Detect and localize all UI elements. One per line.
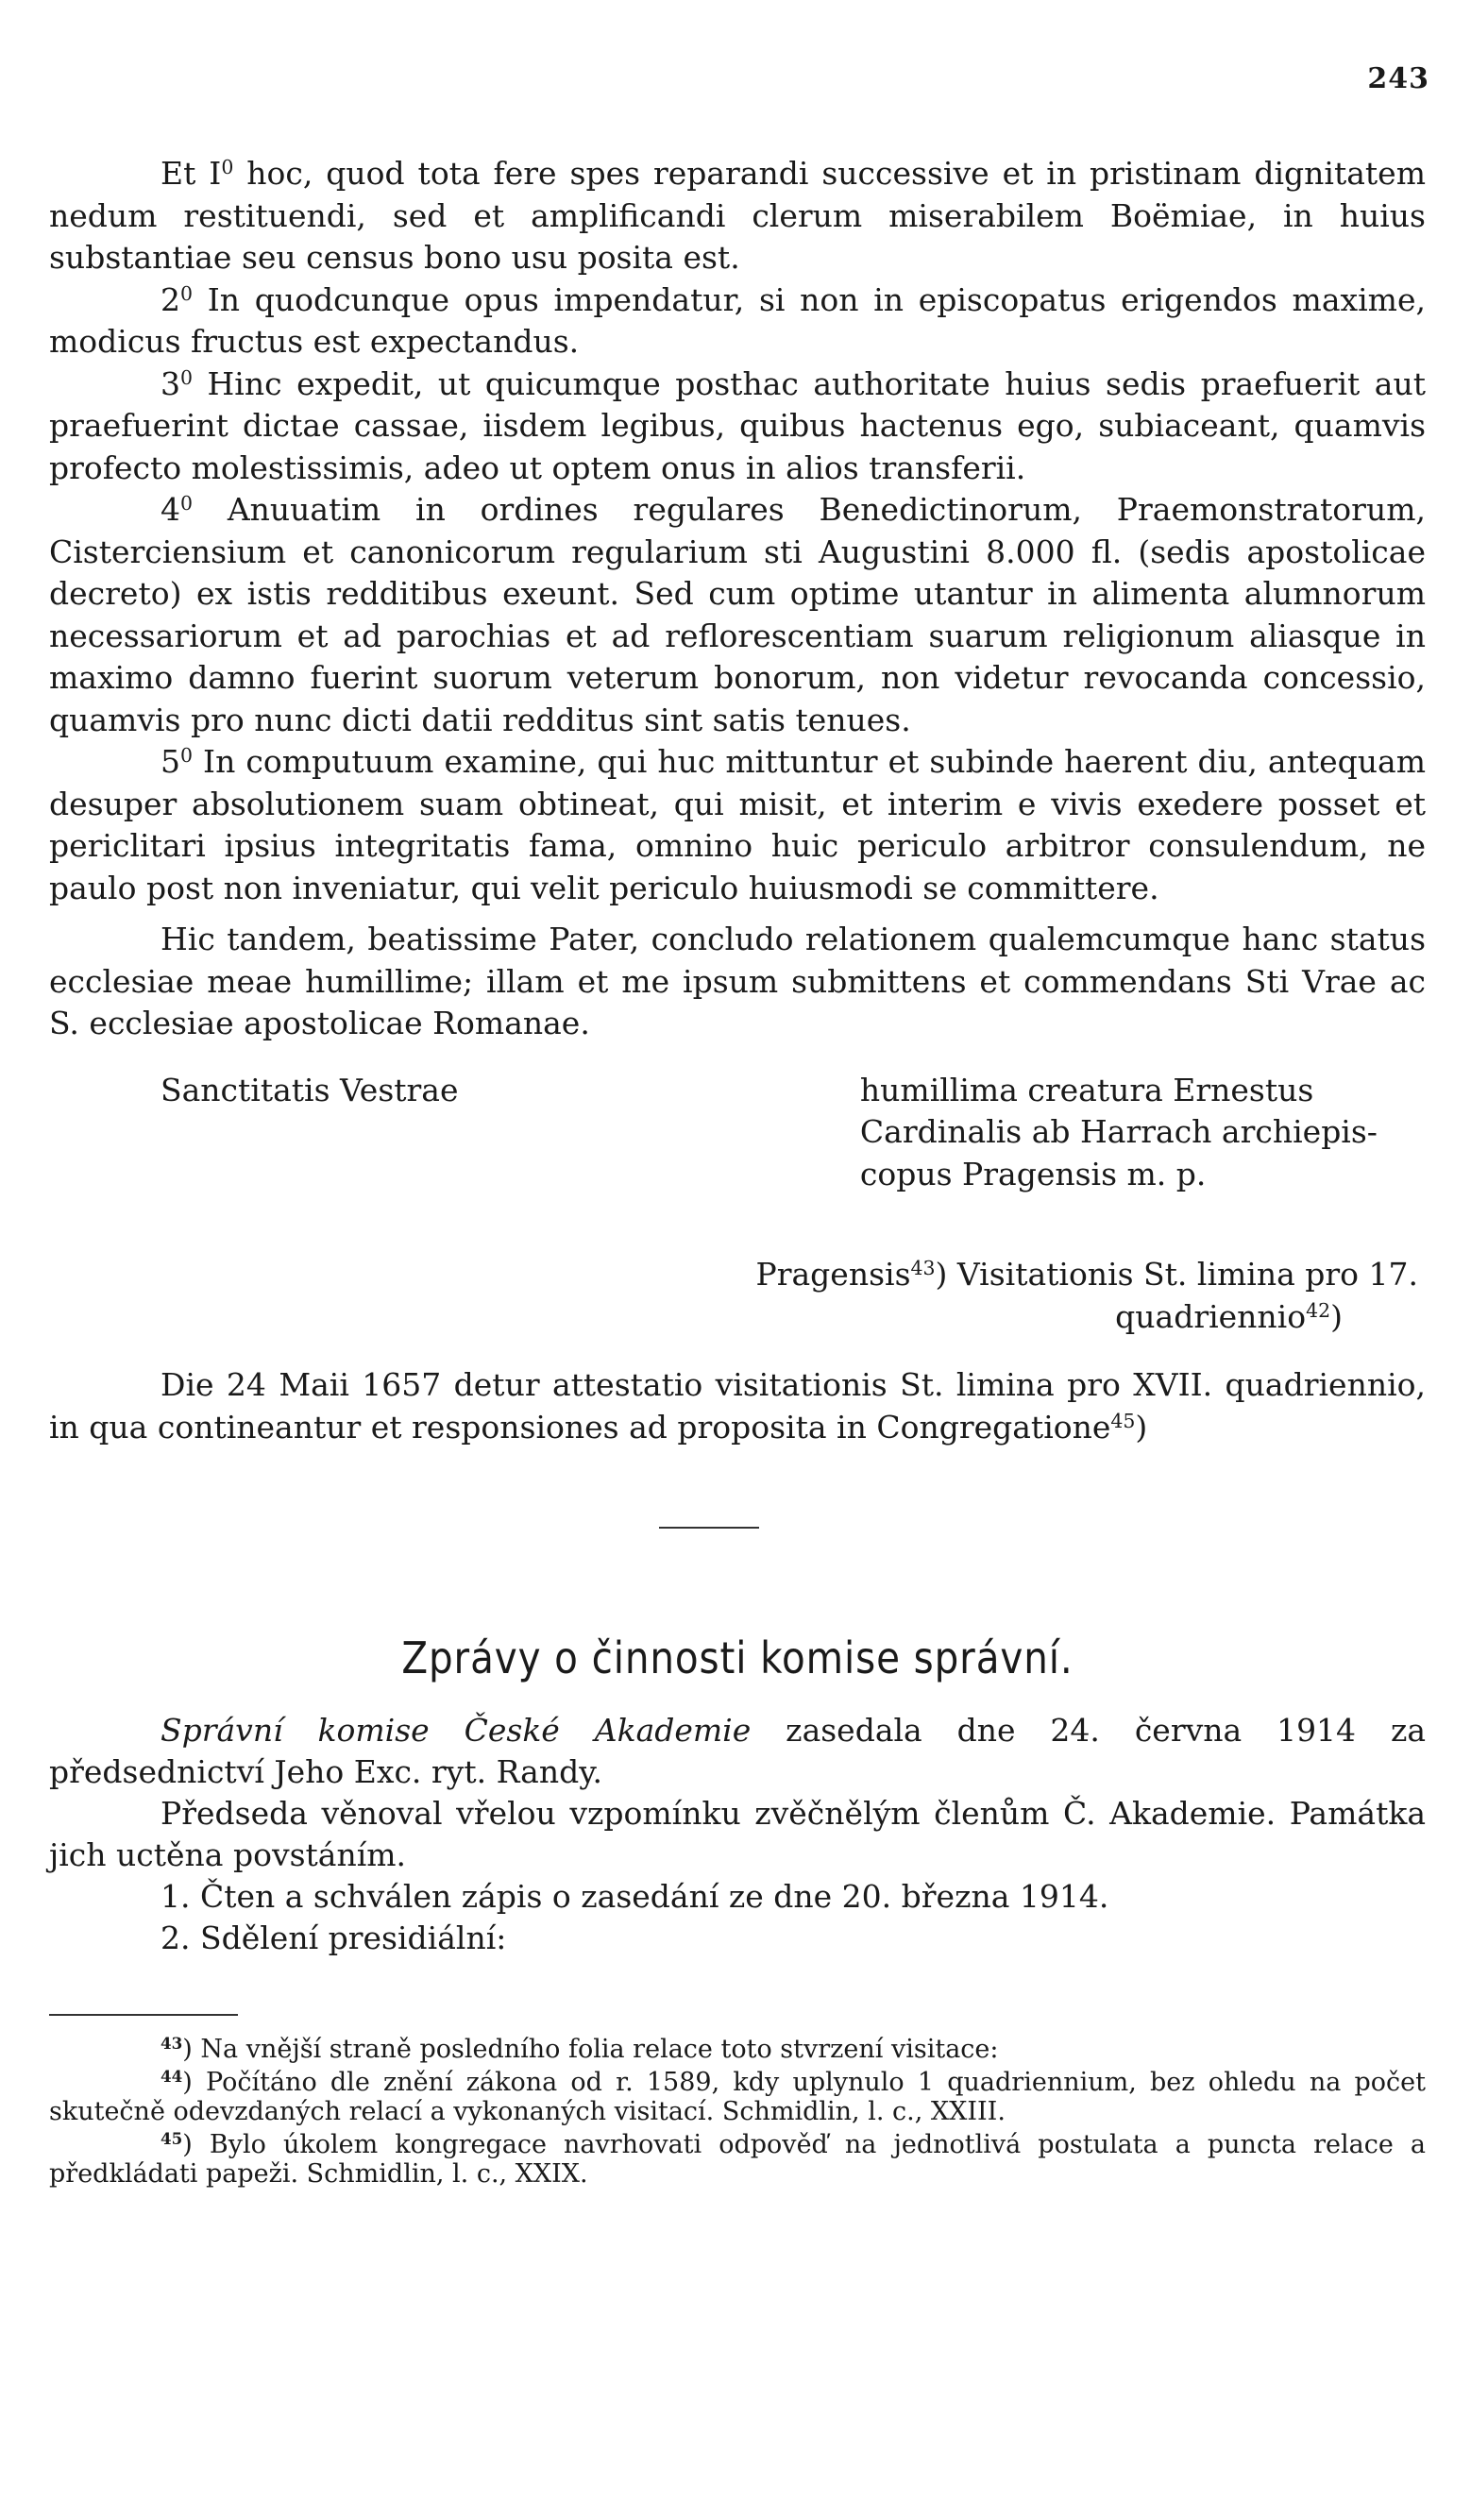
czech-paragraph-4: 2. Sdělení presidiální: [161,1920,507,1956]
closing-paragraph: Hic tandem, beatissime Pater, concludo relationem qualemcumque hanc status ecclesiae meae humillime; illam et me ipsum submittens et commendans Sti Vrae ac S. ecclesiae apostolicae Romanae. [49,921,1426,1041]
latin-paragraph-2 [49,279,1426,364]
signature-line-1: humillima creatura Ernestus [859,1071,1314,1108]
paragraph-number: 5 [161,743,180,780]
czech-paragraph-1 [49,1710,1426,1793]
latin-paragraph-4 [49,489,1426,741]
ordinal-marker: 0 [221,155,234,178]
paragraph-number: 4 [161,491,180,528]
footnote-ref: 43 [910,1256,936,1279]
paragraph-number: 2 [161,280,180,318]
paragraph-prefix: Et I [161,155,222,192]
attestation-tail: ) [1135,1408,1148,1446]
visitation-line-1 [49,1254,1418,1296]
visitation-text: Pragensis [755,1256,911,1293]
signature-block [49,1070,1426,1196]
footnote-45 [49,2130,1426,2189]
footnote-text: ) Bylo úkolem kongregace navrhovati odpověď na jednotlivá postulata a puncta relace a předkládati papeži. Schmidlin, l. c., XXIX. [49,2130,1426,2189]
paragraph-text: hoc, quod tota fere spes reparandi successive et in pristinam dignitatem nedum restituendi, sed et amplificandi clerum miserabilem Boëmiae, in huius substantiae seu census bono usu posita est. [49,155,1426,276]
footnotes [49,2035,1426,2189]
section-heading: Zprávy o činnosti komise správní. [401,1632,1074,1683]
salutation: Sanctitatis Vestrae [161,1071,459,1108]
paragraph-text: Anuuatim in ordines regulares Benedictinorum, Praemonstratorum, Cisterciensium et canonicorum regularium sti Augustini 8.000 fl. (sedis apostolicae decreto) ex istis redditibus exeunt. Sed cum optime utantur in alimenta alumnorum necessariorum et ad parochias et ad reflorescentiam suarum religionum aliasque in maximo damno fuerint suorum veterum bonorum, non videtur revocanda concessio, quamvis pro nunc dicti datii redditus sint satis tenues. [49,491,1426,738]
footnote-44 [49,2068,1426,2126]
latin-paragraph-3 [49,364,1426,490]
paragraph-text: In quodcunque opus impendatur, si non in episcopatus erigendos maxime, modicus fructus est expectandus. [49,280,1426,360]
ordinal-marker: 0 [180,365,194,389]
visitation-text: quadriennio [1115,1297,1307,1335]
ordinal-marker: 0 [180,281,194,305]
signature-line-3: copus Pragensis m. p. [859,1155,1207,1192]
footnote-mark: 45 [161,2128,183,2148]
footnote-text: ) Na vnější straně posledního folia relace toto stvrzení visitace: [182,2035,999,2064]
attestation-paragraph [49,1364,1426,1448]
footnote-mark: 43 [161,2033,183,2053]
paragraph-text: zasedala dne 24. června 1914 za předsednictví Jeho Exc. ryt. Randy. [49,1712,1427,1790]
czech-paragraph-3: 1. Čten a schválen zápis o zasedání ze dne 20. března 1914. [161,1878,1109,1915]
czech-report-text [49,1710,1426,1959]
czech-paragraph-2: Předseda věnoval vřelou vzpomínku zvěčnělým členům Č. Akademie. Památka jich uctěna povstáním. [49,1795,1426,1873]
paragraph-text: In computuum examine, qui huc mittuntur et subinde haerent diu, antequam desuper absolutionem suam obtineat, qui misit, et interim e vivis exedere posset et periclitari ipsius integritatis fama, omnino huic periculo arbitror consulendum, ne paulo post non inveniatur, qui velit periculo huiusmodi se committere. [49,743,1426,906]
footnote-text: ) Počítáno dle znění zákona od r. 1589, kdy uplynulo 1 quadriennium, bez ohledu na počet skutečně odevzdaných relací a vykonaných visitací. Schmidlin, l. c., XXIII. [49,2068,1426,2126]
footnote-43 [49,2035,1426,2064]
visitation-text: ) [1330,1297,1343,1335]
footnote-rule [49,2014,238,2016]
paragraph-text: Hinc expedit, ut quicumque posthac authoritate huius sedis praefuerit aut praefuerint dictae cassae, iisdem legibus, quibus hactenus ego, subiaceant, quamvis profecto molestissimis, adeo ut optem onus in alios transferii. [49,364,1426,486]
visitation-line-2 [49,1296,1418,1339]
footnote-ref: 45 [1110,1409,1136,1432]
visitation-note [49,1254,1426,1338]
signature-line-2: Cardinalis ab Harrach archiepis- [859,1113,1378,1150]
latin-paragraph-1 [49,153,1426,279]
ordinal-marker: 0 [180,743,194,767]
page-number: 243 [1367,62,1429,95]
latin-paragraph-5 [49,741,1426,909]
ordinal-marker: 0 [180,491,194,515]
commission-name: Správní komise České Akademie [161,1712,752,1749]
attestation-text: Die 24 Maii 1657 detur attestatio visitationis St. limina pro XVII. quadriennio, in qua contineantur et responsiones ad proposita in Congregatione [49,1366,1426,1446]
latin-relation-text [49,153,1426,1045]
footnote-ref: 42 [1306,1298,1331,1322]
visitation-text: ) Visitationis St. limina pro 17. [935,1256,1418,1293]
section-divider [659,1527,759,1529]
signatory [860,1070,1426,1196]
footnote-mark: 44 [161,2066,183,2086]
paragraph-number: 3 [161,364,180,402]
